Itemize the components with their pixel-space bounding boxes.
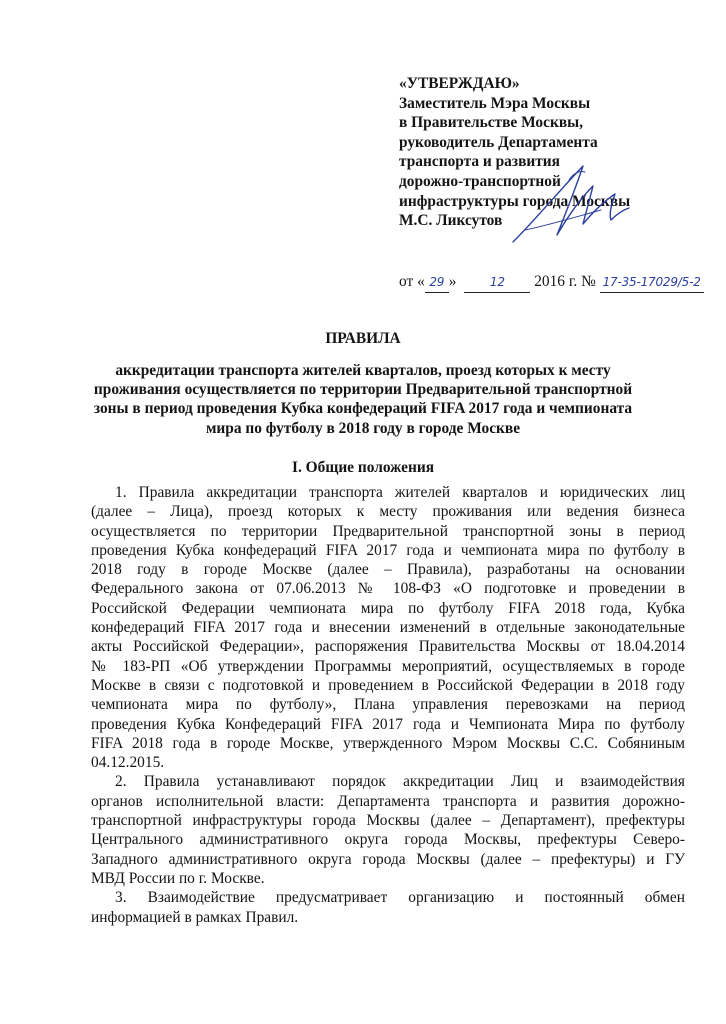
- approval-line: дорожно-транспортной: [399, 172, 561, 190]
- subtitle-line: аккредитации транспорта жителей кварталов, проезд которых к месту: [115, 362, 611, 379]
- order-prefix: от «: [399, 273, 425, 290]
- order-month-field: [464, 272, 530, 293]
- document-title: ПРАВИЛА: [325, 330, 401, 347]
- body-line: проведения Кубка Конфедераций FIFA 2017 года и Чемпионата Мира по футболу: [91, 715, 685, 733]
- approval-line: Заместитель Мэра Москвы: [399, 94, 591, 112]
- subtitle-line: мира по футболу в 2018 году в городе Москве: [205, 419, 521, 437]
- body-line: органов исполнительной власти: Департамента транспорта и развития дорожно-: [91, 792, 685, 810]
- order-day-field: [425, 272, 449, 293]
- approval-line: М.С. Ликсутов: [399, 212, 503, 230]
- body-line: № 183-РП «Об утверждении Программы мероприятий, осуществляемых в городе: [91, 657, 685, 675]
- approval-line: инфраструктуры города Москвы: [399, 192, 631, 210]
- body-line: транспортной инфраструктуры города Москвы (далее – Департамент), префектуры: [91, 812, 685, 830]
- body-line: 2. Правила устанавливают порядок аккредитации Лиц и взаимодействия: [115, 773, 685, 791]
- document-subtitle: [86, 361, 640, 438]
- body-line: чемпионата мира по футболу», Плана управления перевозками на период: [91, 696, 685, 714]
- order-number-field: [600, 272, 704, 293]
- body-line: Москве в связи с подготовкой и проведением в Российской Федерации в 2018 году: [91, 676, 685, 694]
- body-line: FIFA 2018 года в городе Москве, утвержденного Мэром Москвы С.С. Собяниным: [91, 734, 685, 752]
- body-line: 2018 году в городе Москве (далее – Правила), разработаны на основании: [91, 561, 685, 579]
- body-line: информацией в рамках Правил.: [91, 908, 299, 926]
- signature-icon: [505, 160, 635, 250]
- body-line: (далее – Лица), проезд которых к месту проживания или ведения бизнеса: [91, 503, 685, 521]
- body-line: МВД России по г. Москве.: [91, 869, 265, 887]
- body-line: 04.12.2015.: [91, 754, 165, 772]
- order-month: 12: [489, 275, 505, 289]
- order-year-text: 2016 г. №: [534, 273, 596, 290]
- body-line: проведения Кубка конфедераций FIFA 2017 года и чемпионата мира по футболу в: [91, 541, 685, 559]
- order-date-number-line: [399, 272, 699, 293]
- body-line: Западного административного округа города Москвы (далее – префектуры) и ГУ: [91, 850, 685, 868]
- body-line: конфедераций FIFA 2017 года и внесении изменений в отдельные законодательные: [91, 619, 685, 637]
- order-close-quote: »: [448, 273, 457, 290]
- approval-line: руководитель Департамента: [399, 133, 598, 151]
- approval-line: «УТВЕРЖДАЮ»: [399, 75, 520, 92]
- document-body: [91, 483, 685, 927]
- body-line: Российской Федерации чемпионата мира по футболу FIFA 2018 года, Кубка: [91, 599, 685, 617]
- section-title: I. Общие положения: [291, 459, 435, 476]
- body-line: Центрального административного округа города Москвы, префектуры Северо-: [91, 831, 685, 849]
- body-line: 1. Правила аккредитации транспорта жителей кварталов и юридических лиц: [115, 484, 685, 501]
- order-number: 17-35-17029/5-2: [602, 275, 701, 289]
- subtitle-line: проживания осуществляется по территории Предварительной транспортной: [93, 381, 633, 399]
- order-day: 29: [429, 275, 445, 289]
- approval-line: в Правительстве Москвы,: [399, 114, 584, 132]
- body-line: акты Российской Федерации», распоряжения Правительства Москвы от 18.04.2014: [91, 638, 685, 656]
- body-line: 3. Взаимодействие предусматривает организацию и постоянный обмен: [115, 889, 685, 907]
- body-line: Федерального закона от 07.06.2013 № 108-ФЗ «О подготовке и проведении в: [91, 580, 685, 598]
- subtitle-line: зоны в период проведения Кубка конфедераций FIFA 2017 года и чемпионата: [93, 400, 633, 418]
- approval-line: транспорта и развития: [399, 153, 561, 171]
- body-line: осуществляется по территории Предварительной транспортной зоны в период: [91, 522, 685, 540]
